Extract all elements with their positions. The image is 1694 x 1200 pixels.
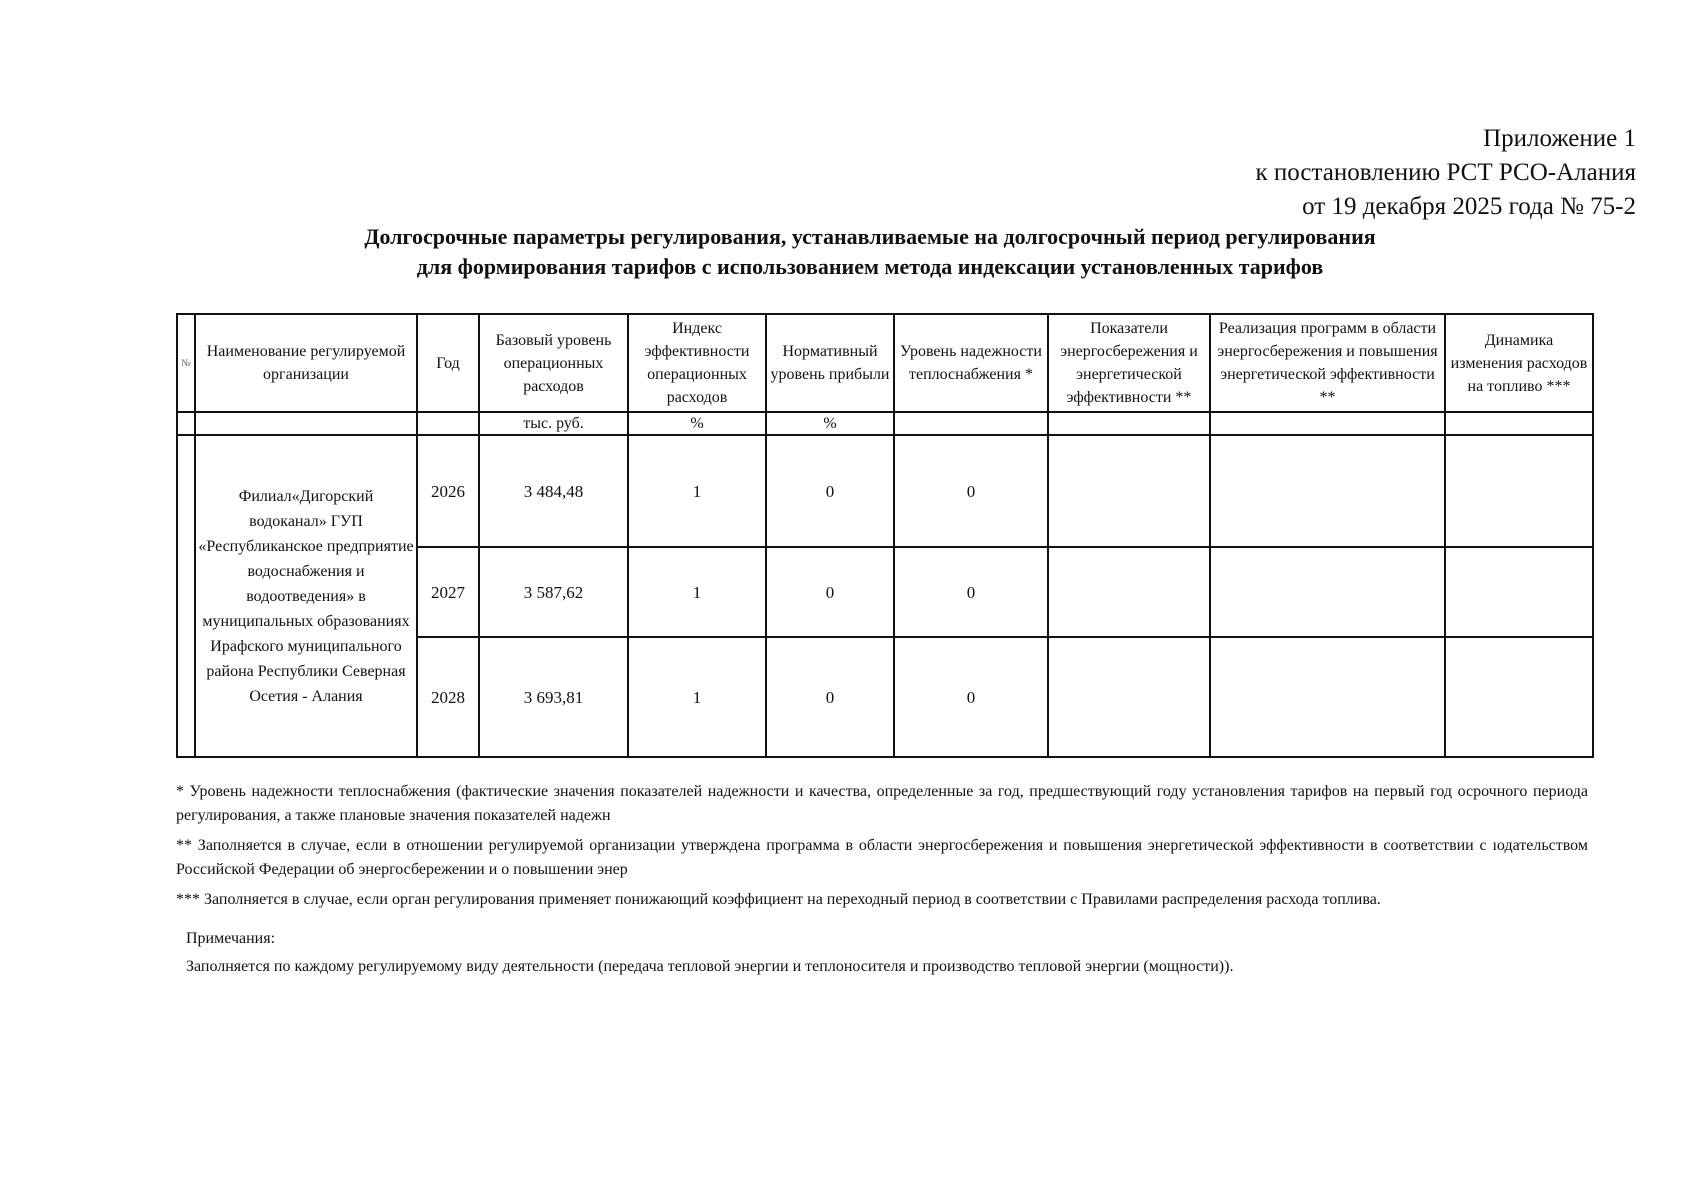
programs-cell — [1210, 637, 1445, 757]
unit-efficiency-index: % — [628, 412, 766, 435]
header-organization: Наименование регулируемой организации — [195, 314, 417, 412]
energy-saving-cell — [1048, 547, 1210, 637]
remarks-text: Заполняется по каждому регулируемому виду деятельности (передача тепловой энергии и теплоносителя и производство тепловой энергии (мощности)). — [186, 958, 1234, 975]
title-line-2: для формирования тарифов с использованием метода индексации установленных тарифов — [416, 254, 1324, 279]
header-fuel-dynamics: Динамика изменения расходов на топливо *** — [1445, 314, 1593, 412]
remarks-heading: Примечания: — [186, 930, 276, 947]
energy-saving-cell — [1048, 637, 1210, 757]
parameters-table — [176, 313, 1594, 758]
footnote-1: * Уровень надежности теплоснабжения (фактические значения показателей надежности и качества, определенные за год, предшествующий году установления тарифов на первый год осрочного периода регулирования, а также плановые значения показателей надежн — [176, 783, 1588, 824]
remarks — [186, 925, 1233, 981]
header-base-opex: Базовый уровень операционных расходов — [479, 314, 628, 412]
efficiency-index-cell: 1 — [628, 637, 766, 757]
year-cell: 2027 — [417, 547, 479, 637]
unit-normative-profit: % — [766, 412, 894, 435]
programs-cell — [1210, 547, 1445, 637]
table-row — [177, 435, 1593, 547]
base-opex-cell: 3 484,48 — [479, 435, 628, 547]
units-row — [177, 412, 1593, 435]
reliability-cell: 0 — [894, 435, 1048, 547]
unit-base-opex: тыс. руб. — [479, 412, 628, 435]
appendix-header — [1256, 122, 1636, 224]
organization-name: Филиал«Дигорский водоканал» ГУП «Республиканское предприятие водоснабжения и водоотведения» в муниципальных образованиях Ирафского муниципального района Республики Северная Осетия - Алания — [195, 435, 417, 757]
footnote-2: ** Заполняется в случае, если в отношении регулируемой организации утверждена программа в области энергосбережения и повышения энергетической эффективности в соответствии с ıодательством Российской Федерации об энергосбережении и о повышении энер — [176, 837, 1588, 878]
normative-profit-cell: 0 — [766, 637, 894, 757]
reliability-cell: 0 — [894, 637, 1048, 757]
fuel-dynamics-cell — [1445, 435, 1593, 547]
appendix-line-3: от 19 декабря 2025 года № 75-2 — [1302, 193, 1636, 220]
efficiency-index-cell: 1 — [628, 547, 766, 637]
year-cell: 2026 — [417, 435, 479, 547]
title-line-1: Долгосрочные параметры регулирования, устанавливаемые на долгосрочный период регулирования — [364, 224, 1376, 249]
base-opex-cell: 3 693,81 — [479, 637, 628, 757]
normative-profit-cell: 0 — [766, 435, 894, 547]
base-opex-cell: 3 587,62 — [479, 547, 628, 637]
energy-saving-cell — [1048, 435, 1210, 547]
header-energy-saving: Показатели энергосбережения и энергетической эффективности ** — [1048, 314, 1210, 412]
programs-cell — [1210, 435, 1445, 547]
fuel-dynamics-cell — [1445, 547, 1593, 637]
year-cell: 2028 — [417, 637, 479, 757]
header-reliability: Уровень надежности теплоснабжения * — [894, 314, 1048, 412]
footnotes — [176, 780, 1588, 912]
header-number: № — [177, 314, 195, 412]
efficiency-index-cell: 1 — [628, 435, 766, 547]
appendix-line-2: к постановлению РСТ РСО-Алания — [1255, 159, 1636, 186]
header-year: Год — [417, 314, 479, 412]
footnote-3: *** Заполняется в случае, если орган регулирования применяет понижающий коэффициент на переходный период в соответствии с Правилами распределения расхода топлива. — [176, 891, 1381, 908]
appendix-line-1: Приложение 1 — [1483, 125, 1636, 152]
header-row — [177, 314, 1593, 412]
header-efficiency-index: Индекс эффективности операционных расходов — [628, 314, 766, 412]
document-title — [0, 222, 1694, 282]
header-normative-profit: Нормативный уровень прибыли — [766, 314, 894, 412]
reliability-cell: 0 — [894, 547, 1048, 637]
header-programs: Реализация программ в области энергосбережения и повышения энергетической эффективности ** — [1210, 314, 1445, 412]
fuel-dynamics-cell — [1445, 637, 1593, 757]
normative-profit-cell: 0 — [766, 547, 894, 637]
